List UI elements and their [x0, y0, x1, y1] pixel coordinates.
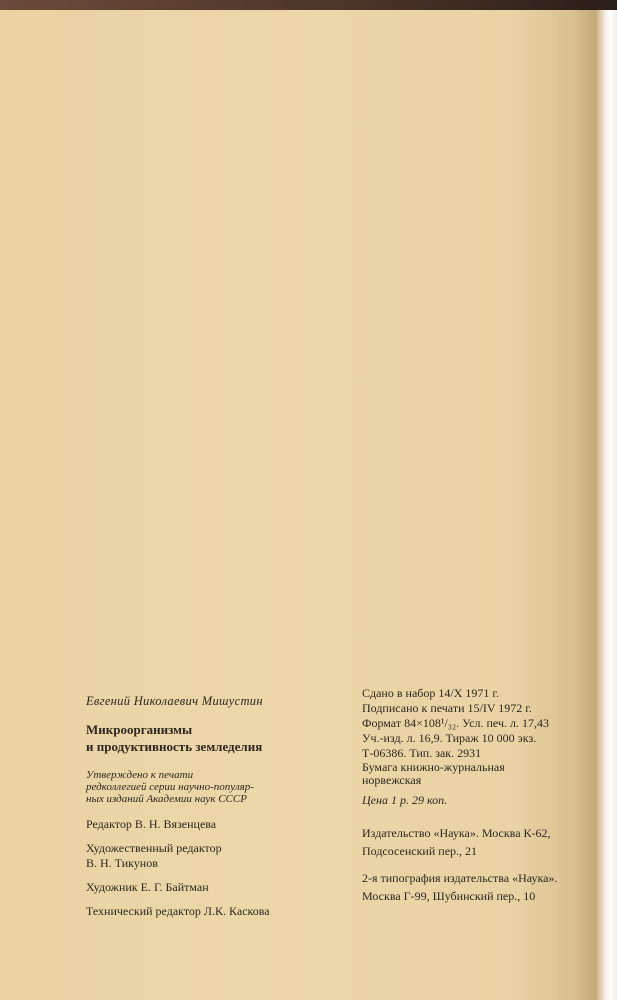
book-title-line-1: Микроорганизмы — [86, 722, 193, 737]
background-strip — [0, 0, 617, 10]
right-column — [362, 686, 612, 904]
print-info-line: Уч.-изд. л. 16,9. Тираж 10 000 экз. — [362, 731, 537, 745]
approval-line-2: редколлегией серии научно-популяр- — [86, 781, 254, 793]
approval-line-1: Утверждено к печати — [86, 769, 194, 781]
print-info-line: норвежская — [362, 773, 422, 787]
publisher-line-1: Издательство «Наука». Москва К-62, — [362, 826, 551, 840]
print-info — [362, 686, 612, 787]
price: Цена 1 р. 29 коп. — [362, 793, 448, 807]
tech-editor-credit: Технический редактор Л.К. Каскова — [86, 904, 270, 918]
book-title-line-2: и продуктивность земледелия — [86, 739, 263, 754]
print-info-line: Т-06386. Тип. зак. 2931 — [362, 746, 482, 760]
publisher-line-2: Подсосенский пер., 21 — [362, 844, 478, 858]
approval-line-3: ных изданий Академии наук СССР — [86, 793, 247, 805]
left-column — [86, 694, 326, 919]
author-name: Евгений Николаевич Мишустин — [86, 694, 263, 708]
print-info-line: Сдано в набор 14/X 1971 г. — [362, 686, 499, 700]
art-editor-credit-line-2: В. Н. Тикунов — [86, 856, 158, 870]
art-editor-credit-line-1: Художественный редактор — [86, 841, 222, 855]
approval-note — [86, 769, 326, 805]
printer-line-1: 2-я типография издательства «Наука». — [362, 871, 558, 885]
print-info-line: Подписано к печати 15/IV 1972 г. — [362, 701, 532, 715]
print-info-line: Бумага книжно-журнальная — [362, 760, 505, 774]
editor-credit: Редактор В. Н. Вязенцева — [86, 817, 217, 831]
printer-line-2: Москва Г-99, Шубинский пер., 10 — [362, 889, 536, 903]
artist-credit: Художник Е. Г. Байтман — [86, 880, 209, 894]
print-info-line: Формат 84×108¹/₃₂. Усл. печ. л. 17,43 — [362, 716, 549, 730]
